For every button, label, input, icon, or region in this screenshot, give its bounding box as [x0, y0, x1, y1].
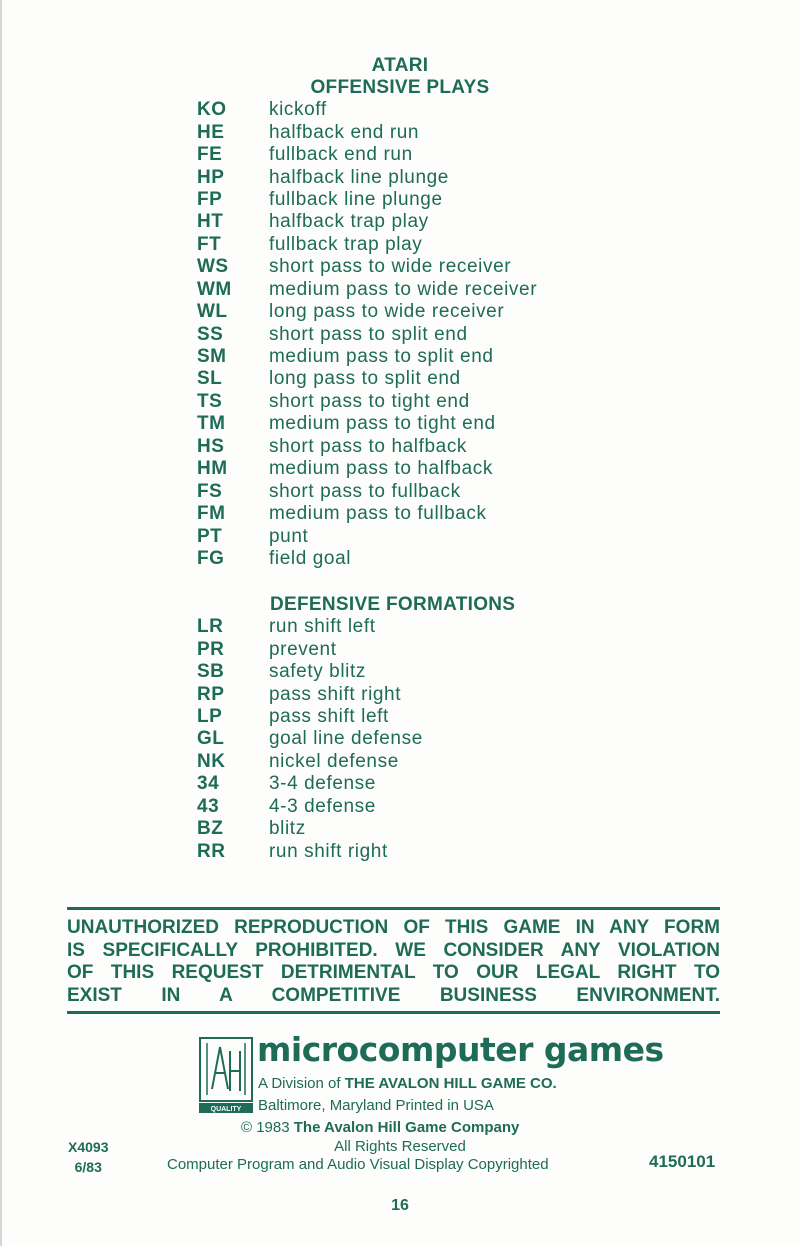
copyright-line [241, 1119, 519, 1136]
stock-code-block [68, 1137, 108, 1177]
play-code: RR [197, 840, 226, 862]
play-code: SM [197, 346, 227, 368]
play-code: PR [197, 638, 225, 660]
division-name: THE AVALON HILL GAME CO. [344, 1075, 557, 1092]
divider-bottom [67, 1011, 720, 1014]
play-description: goal line defense [269, 728, 423, 750]
play-description: short pass to split end [269, 323, 468, 345]
play-row [197, 840, 423, 862]
play-row [197, 773, 423, 795]
play-description: fullback end run [269, 144, 413, 166]
page-number: 16 [391, 1197, 409, 1214]
play-code: HM [197, 458, 228, 480]
play-code: TM [197, 413, 226, 435]
play-description: long pass to split end [269, 368, 461, 390]
stock-code: X4093 [68, 1139, 109, 1155]
division-prefix: A Division of [258, 1075, 345, 1092]
play-row [197, 121, 537, 143]
copyright-warning [67, 917, 720, 1007]
play-code: TS [197, 390, 223, 412]
play-description: halfback line plunge [269, 166, 449, 188]
warning-line: EXIST IN A COMPETITIVE BUSINESS ENVIRONMENT. [67, 984, 720, 1006]
play-code: 43 [197, 795, 220, 817]
page-edge [0, 0, 2, 1246]
play-row [197, 728, 423, 750]
location-line: Baltimore, Maryland Printed in USA [258, 1097, 494, 1114]
play-description: short pass to fullback [269, 480, 461, 502]
play-code: HT [197, 211, 224, 233]
logo-badge-text: QUALITY [210, 1106, 242, 1113]
play-row [197, 368, 537, 390]
play-description: halfback end run [269, 121, 420, 143]
play-code: GL [197, 728, 225, 750]
rights-line: All Rights Reserved [334, 1138, 466, 1155]
platform-heading: ATARI [371, 55, 429, 76]
defensive-formations-heading: DEFENSIVE FORMATIONS [270, 594, 516, 615]
play-code: WL [197, 301, 228, 323]
play-description: field goal [269, 547, 352, 569]
play-row [197, 211, 537, 233]
play-code: FS [197, 480, 223, 502]
play-description: short pass to halfback [269, 435, 468, 457]
play-description: short pass to wide receiver [269, 256, 512, 278]
warning-line: IS SPECIFICALLY PROHIBITED. WE CONSIDER ANY VIOLATION [67, 939, 720, 961]
play-description: punt [269, 525, 309, 547]
play-row [197, 99, 537, 121]
offensive-plays-heading: OFFENSIVE PLAYS [310, 77, 490, 98]
play-description: pass shift right [269, 683, 402, 705]
play-row [197, 503, 537, 525]
play-row [197, 751, 423, 773]
play-code: SS [197, 323, 224, 345]
play-row [197, 323, 537, 345]
play-code: HE [197, 121, 225, 143]
play-description: kickoff [269, 99, 327, 121]
divider-top [67, 907, 720, 910]
play-row [197, 144, 537, 166]
warning-line: UNAUTHORIZED REPRODUCTION OF THIS GAME IN ANY FORM [67, 917, 720, 938]
play-code: HP [197, 166, 225, 188]
play-row [197, 458, 537, 480]
play-row [197, 189, 537, 211]
play-row [197, 525, 537, 547]
offensive-plays-list [197, 99, 537, 570]
play-code: NK [197, 750, 226, 772]
play-description: medium pass to wide receiver [269, 278, 538, 300]
play-row [197, 661, 423, 683]
copyright-company: The Avalon Hill Game Company [293, 1119, 520, 1136]
play-row [197, 548, 537, 570]
play-description: prevent [269, 638, 337, 660]
play-code: WS [197, 256, 229, 278]
play-code: SL [197, 368, 223, 390]
play-row [197, 436, 537, 458]
division-line [258, 1075, 557, 1092]
play-code: HS [197, 435, 225, 457]
play-code: PT [197, 525, 223, 547]
play-row [197, 638, 423, 660]
play-code: KO [197, 99, 227, 121]
print-date: 6/83 [74, 1159, 102, 1175]
play-code: BZ [197, 818, 224, 840]
play-code: FE [197, 144, 223, 166]
play-description: safety blitz [269, 661, 366, 683]
play-description: fullback line plunge [269, 188, 443, 210]
play-row [197, 391, 537, 413]
play-code: LP [197, 705, 223, 727]
play-code: FM [197, 503, 226, 525]
play-code: LR [197, 616, 224, 638]
play-code: 34 [197, 773, 220, 795]
play-description: blitz [269, 818, 306, 840]
avalon-hill-logo [199, 1037, 253, 1113]
play-row [197, 346, 537, 368]
play-row [197, 796, 423, 818]
play-description: 4-3 defense [269, 795, 376, 817]
play-code: SB [197, 661, 225, 683]
play-description: pass shift left [269, 705, 389, 727]
play-row [197, 279, 537, 301]
product-number: 4150101 [649, 1152, 716, 1171]
play-row [197, 706, 423, 728]
play-row [197, 616, 423, 638]
play-row [197, 301, 537, 323]
play-description: medium pass to halfback [269, 458, 493, 480]
copyright-year: © 1983 [241, 1119, 294, 1136]
play-code: RP [197, 683, 225, 705]
play-description: run shift left [269, 616, 376, 638]
play-description: run shift right [269, 840, 388, 862]
brand-title: microcomputer games [257, 1030, 664, 1069]
play-description: fullback trap play [269, 233, 423, 255]
play-description: long pass to wide receiver [269, 301, 505, 323]
defensive-formations-list [197, 616, 423, 863]
play-description: medium pass to tight end [269, 413, 496, 435]
play-row [197, 256, 537, 278]
play-code: FP [197, 188, 223, 210]
play-description: short pass to tight end [269, 390, 470, 412]
play-code: FT [197, 233, 222, 255]
play-row [197, 480, 537, 502]
copyright-notice: Computer Program and Audio Visual Display Copyrighted [167, 1156, 549, 1173]
play-code: WM [197, 278, 232, 300]
play-row [197, 818, 423, 840]
play-row [197, 413, 537, 435]
play-row [197, 166, 537, 188]
play-description: medium pass to fullback [269, 503, 487, 525]
warning-line: OF THIS REQUEST DETRIMENTAL TO OUR LEGAL RIGHT TO [67, 962, 720, 983]
play-description: medium pass to split end [269, 346, 494, 368]
play-row [197, 234, 537, 256]
play-description: nickel defense [269, 750, 399, 772]
play-row [197, 683, 423, 705]
play-description: 3-4 defense [269, 773, 376, 795]
play-description: halfback trap play [269, 211, 429, 233]
play-code: FG [197, 547, 225, 569]
